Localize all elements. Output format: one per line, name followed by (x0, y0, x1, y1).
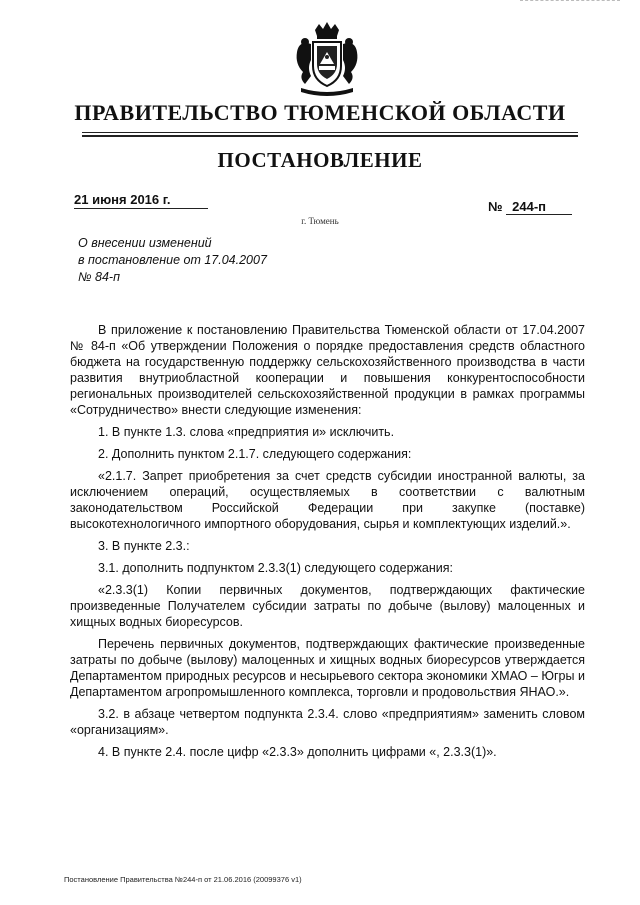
paragraph-item-1: 1. В пункте 1.3. слова «предприятия и» исключить. (98, 425, 395, 439)
paragraph-list-documents: Перечень первичных документов, подтверждающих фактические произведенные затраты по добыче (вылову) малоценных и хищных водных биоресурсов утверждается Департаментом природных ресурсов и несырьевого сектора экономики ХМАО – Югры и Департаментом агропромышленного комплекса, торговли и продовольствия ЯНАО.». (70, 637, 585, 699)
subject-line: О внесении изменений (78, 236, 212, 250)
government-title: ПРАВИТЕЛЬСТВО ТЮМЕНСКОЙ ОБЛАСТИ (74, 100, 566, 125)
scan-mark (520, 0, 620, 1)
paragraph-quote-2-3-3-1: «2.3.3(1) Копии первичных документов, подтверждающих фактические произведенные Получателем субсидии затраты по добыче (вылову) малоценных и хищных водных биоресурсов. (70, 583, 585, 629)
paragraph-item-4: 4. В пункте 2.4. после цифр «2.3.3» дополнить цифрами «, 2.3.3(1)». (98, 745, 497, 759)
subject-line: в постановление от 17.04.2007 (78, 253, 267, 267)
document-number (488, 199, 572, 215)
paragraph-item-3: 3. В пункте 2.3.: (98, 539, 190, 553)
header-divider-thick (82, 135, 578, 137)
paragraph-quote-2-1-7: «2.1.7. Запрет приобретения за счет средств субсидии иностранной валюты, за исключением операций, осуществляемых в соответствии с валютным законодательством Российской Федерации при закупке (поставке) высокотехнологичного импортного оборудования, сырья и комплектующих изделий.». (70, 469, 585, 531)
document-type: ПОСТАНОВЛЕНИЕ (217, 148, 423, 172)
page-footer: Постановление Правительства №244-п от 21.06.2016 (20099376 v1) (64, 875, 302, 884)
document-date: 21 июня 2016 г. (74, 192, 208, 209)
number-prefix: № (488, 199, 503, 214)
subject-line: № 84-п (78, 270, 120, 284)
document-city: г. Тюмень (301, 216, 339, 226)
coat-of-arms-emblem (287, 20, 367, 98)
paragraph-item-2: 2. Дополнить пунктом 2.1.7. следующего содержания: (98, 447, 412, 461)
paragraph-item-3-1: 3.1. дополнить подпунктом 2.3.3(1) следующего содержания: (98, 561, 453, 575)
document-body (70, 322, 585, 766)
paragraph-item-3-2: 3.2. в абзаце четвертом подпункта 2.3.4. слово «предприятиям» заменить словом «организациям». (70, 707, 585, 737)
paragraph-preamble: В приложение к постановлению Правительства Тюменской области от 17.04.2007 № 84-п «Об утверждении Положения о порядке предоставления средств областного бюджета на государственную поддержку сельскохозяйственного производства в части развития внутриобластной кооперации и повышения конкурентоспособности региональных производителей сельскохозяйственной продукции в рамках программы «Сотрудничество» внести следующие изменения: (70, 323, 585, 417)
number-value: 244-п (506, 199, 572, 215)
document-subject (78, 235, 338, 286)
header-divider-thin (82, 132, 578, 133)
